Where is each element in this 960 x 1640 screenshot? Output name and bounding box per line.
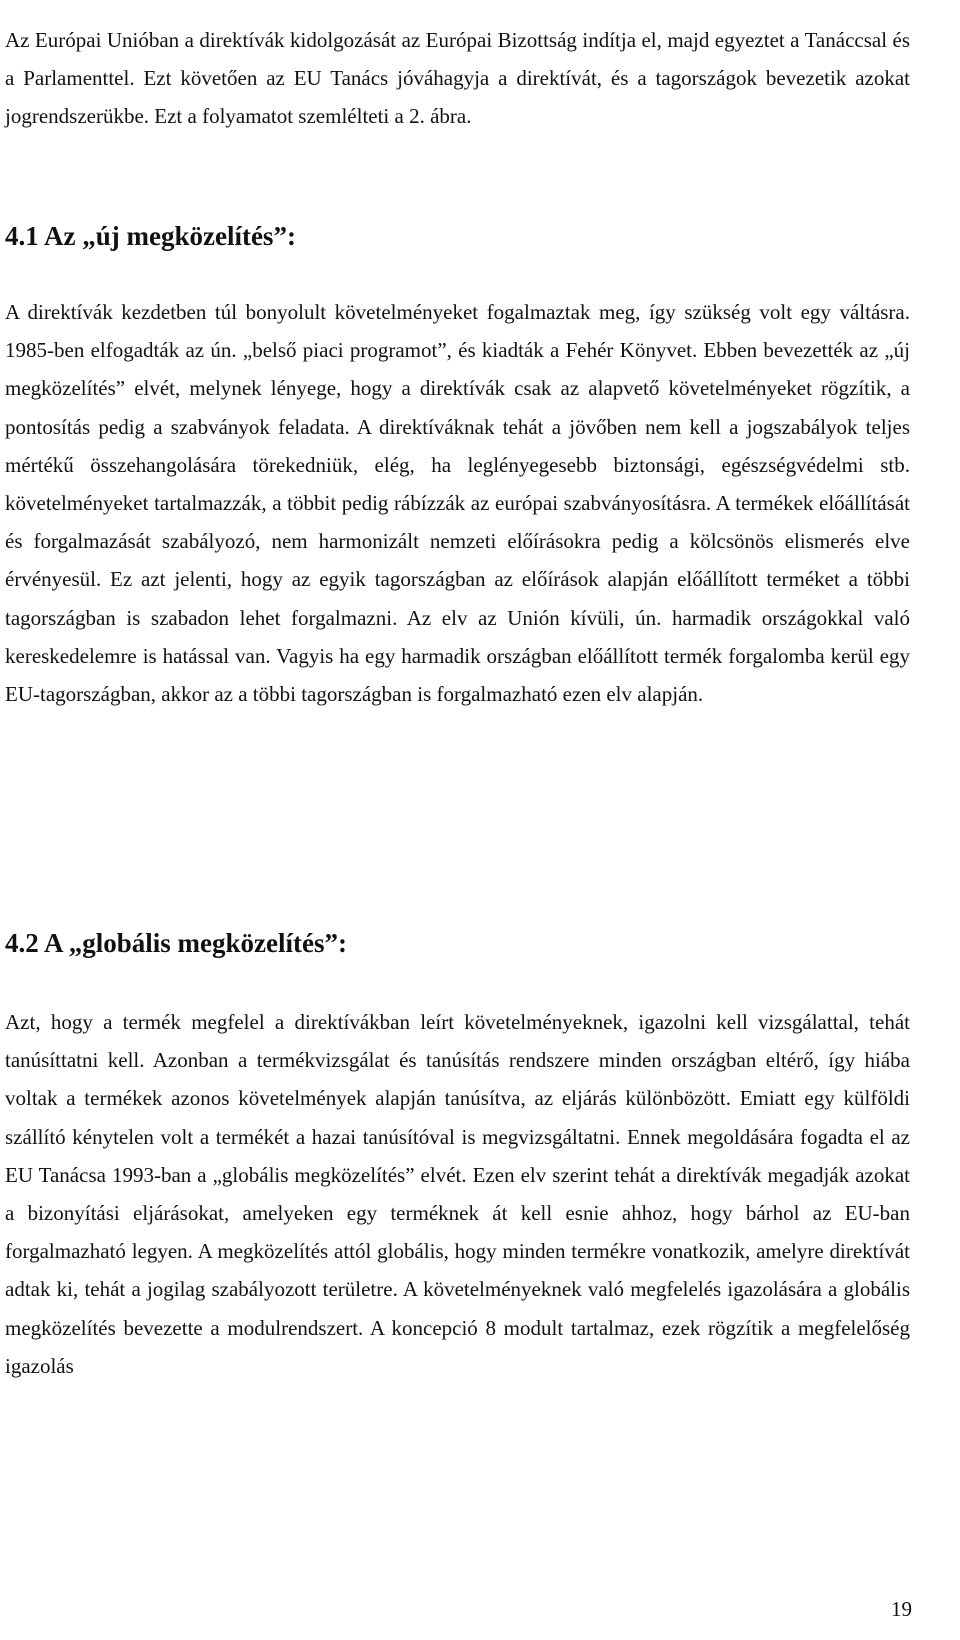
section-4-1-paragraph: A direktívák kezdetben túl bonyolult követelményeket fogalmaztak meg, így szükség volt egy váltásra. 1985-ben elfogadták az ún. „belső piaci programot”, és kiadták a Fehér Könyvet. Ebben bevezették az „új megközelítés” elvét, melynek lényege, hogy a direktívák csak az alapvető követelményeket rögzítik, a pontosítás pedig a szabványok feladata. A direktíváknak tehát a jövőben nem kell a jogszabályok teljes mértékű összehangolására törekedniük, elég, ha leglényegesebb biztonsági, egészségvédelmi stb. követelményeket tartalmazzák, a többit pedig rábízzák az európai szabványosításra. A termékek előállítását és forgalmazását szabályozó, nem harmonizált nemzeti előírásokra pedig a kölcsönös elismerés elve érvényesül. Ez azt jelenti, hogy az egyik tagországban az előírások alapján előállított terméket a többi tagországban is szabadon lehet forgalmazni. Az elv az Unión kívüli, ún. harmadik országokkal való kereskedelemre is hatással van. Vagyis ha egy harmadik országban előállított termék forgalomba kerül egy EU-tagországban, akkor az a többi tagországban is forgalmazható ezen elv alapján.	[5, 300, 910, 707]
section-heading-4-1: 4.1 Az „új megközelítés”:	[5, 221, 296, 251]
section-heading-4-2: 4.2 A „globális megközelítés”:	[5, 928, 347, 958]
page-number: 19	[891, 1597, 912, 1621]
section-4-2-paragraph: Azt, hogy a termék megfelel a direktívákban leírt követelményeknek, igazolni kell vizsgálattal, tehát tanúsíttatni kell. Azonban a termékvizsgálat és tanúsítás rendszere minden országban eltérő, így hiába voltak a termékek azonos követelmények alapján tanúsítva, az eljárás különbözött. Emiatt egy külföldi szállító kénytelen volt a termékét a hazai tanúsítóval is megvizsgáltatni. Ennek megoldására fogadta el az EU Tanácsa 1993-ban a „globális megközelítés” elvét. Ezen elv szerint tehát a direktívák megadják azokat a bizonyítási eljárásokat, amelyeken egy terméknek át kell esnie ahhoz, hogy bárhol az EU-ban forgalmazható legyen. A megközelítés attól globális, hogy minden termékre vonatkozik, amelyre direktívát adtak ki, tehát a jogilag szabályozott területre. A követelményeknek való megfelelés igazolására a globális megközelítés bevezette a modulrendszert. A koncepció 8 modult tartalmaz, ezek rögzítik a megfelelőség igazolás	[5, 1010, 910, 1378]
intro-paragraph: Az Európai Unióban a direktívák kidolgozását az Európai Bizottság indítja el, majd egyeztet a Tanáccsal és a Parlamenttel. Ezt követően az EU Tanács jóváhagyja a direktívát, és a tagországok bevezetik azokat jogrendszerükbe. Ezt a folyamatot szemlélteti a 2. ábra.	[5, 28, 910, 129]
